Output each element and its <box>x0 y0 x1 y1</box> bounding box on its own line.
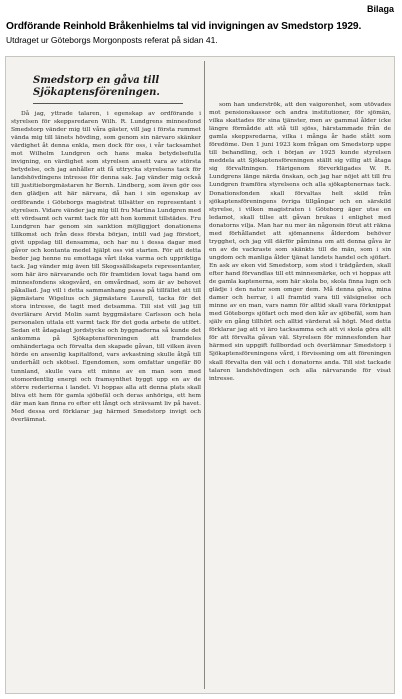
document-subtitle: Utdraget ur Göteborgs Morgonposts referat på sidan 41. <box>6 35 218 45</box>
article-left-column <box>11 61 201 689</box>
left-column-text: Då jag, yttrade talaren, i egenskap av ordförande i styrelsen för skeppsredaren Wilh. R. Lundgrens minnesfond Smedstorp vänder mig till våra gäster, vill jag i första rummet vända mig till länets hövding, som genom sin närvaro skänker värdighet åt denna enkla, men dock för oss, i vår tacksamhet mot Wilhelm Lundgren och hans maka betydelsefulla invigning, en värdighet som styrelsen ansett vara av största betydelse, och jag anhåller att få uttrycka styrelsens tack för landshövdingens intresse för denna sak. Jag vänder mig också till justitieborgmästaren hr Bernh. Lindberg, som även gör oss den glädjen att här närvara, då han i sin egenskap av ordförande i Göteborgs magistrat tillsätter en representant i styrelsen. Vidare vänder jag mig till fru Martina Lundgren med ett vördsamt och varmt tack för att hon kommit tillstädes. Fru Lundgren har genom sin sanktion möjliggjort donationens tillkomst och från dess första början, intill vad jag förstort, givit uppslag till densamma, och har nu i dessa dagar med gåvor och kontanta medel hjälpt oss vid starten. För att detta beder jag henne nu emottaga vårt ilska varma och uppriktiga tack. Jag vänder mig även till Skogssällskapets representanter, som här äro närvarande och för framtiden lovat taga hand om minnesfondens skogsvård, en omvårdnad, som är av behovet påkallad. Jag vill i detta sammanhang passa på tillfället att till jägmästare Wigelius och jägmästare Laurell, tacka för det stora intresse, de tagit med detsamma. Till sist vill jag till överlärare Arvid Molin samt byggmästare Carlsson och hela personalen uttala ett varmt tack för det goda arbete de utfört. Sedan ett ådagalagt jordstycke och byggnaderna så kunde det ankomma på Sjökaptensföreningen att framdeles omhändertaga och förvalta den skapade gåvan, till vilken även hörde en ansenlig kapitalfond, vars avkastning skulle åtgå till underhåll och skötsel. Egendomen, som omfattar ungefär 80 tunnland, skulle vara ett minne av en man som med utomordentlig energi och framsynthet byggt upp en av de större rederierna i landet. Vi hoppas alla att denna plats skall bliva ett hem för gamla sjöbefäl och deras anhöriga, ett hem där man kan finna ro efter ett långt och strävsamt liv på havet. Med dessa ord förklarar jag härmed Smedstorp invigt och överlämnat. <box>11 111 201 423</box>
column-divider <box>204 61 205 689</box>
article-headline <box>33 75 201 99</box>
headline-line-2: Sjökaptensföreningen. <box>33 87 160 98</box>
headline-rule <box>33 103 183 104</box>
appendix-label: Bilaga <box>366 4 394 14</box>
headline-line-1: Smedstorp en gåva till <box>33 75 160 86</box>
right-column-text: som han underströk, att den vaigorenhet, som utövades mot pensionskassor och andra institutioner, för sjömän, vilka skattades för sina tjänster, men av gammal ålder icke längre förmådde att stå till sjöss, härstammade från de gamla skeppsredarna, vilka i många år hade stått som föredöme. Den 1 juni 1923 kom frågan om Smedstorp uppe till behandling, och i början av 1925 kunde styrelsen meddela att Sjökaptensföreningen ställt sig villig att åtaga sig förvaltningen. Härigenom förverkligades W. R. Lundgrens länge närda önskan, och jag har nöjet att till fru Lundgren framföra styrelsens och alla sjökaptenernas tack. Donationsfonden skall förvaltas helt skild från sjökaptensföreningens övriga tillgångar och en särskild styrelse, i vilken magistraten i Göteborg äger utse en ledamot, skall tillse att gåvan brukas i enlighet med donatorns vilja. Man har nu mer än någonsin förut att räkna med förhållandet att sjömannens ålderdom behöver trygghet, och jag vill därför påminna om att denna gåva är en av de vackraste som skänkts till de män, som i sin ungdom och manliga ålder tjänat landets handel och sjöfart. En ask av eken vid Smedstorp, som stod i trädgården, skall efter hand förvandlas till ett minnesmärke, och vi hoppas att de gamla kaptenerna, som här skola bo, skola finna lugn och glädje i den natur som omger dem. Må denna gåva, mina damer och herrar, i all framtid vara till välsignelse och minne av en man, vars namn för alltid skall vara förknippat med Göteborgs sjöfart och med den kår av sjöbefäl, som han själv en gång tillhört och alltid värderat så högt. Med detta förklarar jag att vi äro tacksamma och att vi skola göra allt för att förvalta gåvan väl. Styrelsen för minnesfonden har härmed sin uppgift fullbordad och överlämnar Smedstorp i Sjökaptensföreningens vård, i förvissning om att föreningen skall förvalta den väl och i donatorns anda. Till sist tackade talaren landshövdingen och alla närvarande för visat intresse. <box>209 102 391 382</box>
article-right-column <box>209 101 391 689</box>
document-title: Ordförande Reinhold Bråkenhielms tal vid invigningen av Smedstorp 1929. <box>6 21 362 32</box>
newspaper-clipping <box>5 56 395 694</box>
